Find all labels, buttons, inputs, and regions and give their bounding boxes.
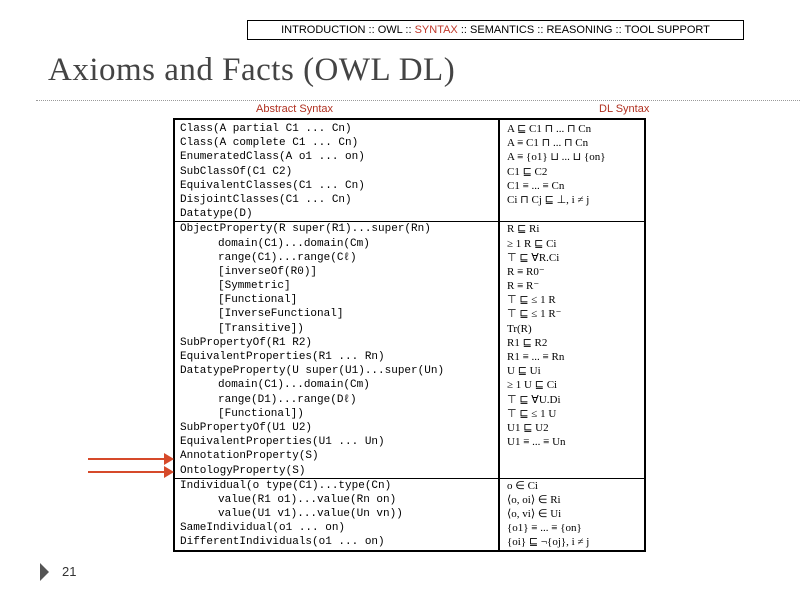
abstract-syntax-cell: DifferentIndividuals(o1 ... on) — [180, 536, 385, 549]
dl-syntax-cell: ⊤ ⊑ ≤ 1 R⁻ — [507, 308, 562, 321]
abstract-syntax-cell: [Transitive]) — [218, 322, 304, 335]
abstract-syntax-cell: SubClassOf(C1 C2) — [180, 165, 293, 178]
abstract-syntax-cell: DisjointClasses(C1 ... Cn) — [180, 193, 352, 206]
page-marker-icon — [40, 563, 49, 581]
dl-syntax-cell: {oi} ⊑ ¬{oj}, i ≠ j — [507, 536, 590, 549]
dl-syntax-cell: R ⊑ Ri — [507, 223, 540, 236]
abstract-syntax-cell: [Symmetric] — [218, 280, 291, 293]
nav-item-reasoning[interactable]: REASONING — [546, 24, 613, 36]
dl-syntax-column — [507, 122, 606, 550]
abstract-syntax-cell: domain(C1)...domain(Cm) — [218, 237, 370, 250]
slide-title: Axioms and Facts (OWL DL) — [48, 52, 456, 88]
dl-syntax-cell: R ≡ R⁻ — [507, 280, 540, 293]
ontology-property-arrow — [88, 471, 168, 473]
abstract-syntax-cell: [Functional] — [218, 294, 298, 307]
dl-syntax-cell: A ≡ C1 ⊓ ... ⊓ Cn — [507, 137, 589, 150]
dl-syntax-cell: ⊤ ⊑ ∀U.Di — [507, 393, 561, 406]
abstract-syntax-cell: Class(A partial C1 ... Cn) — [180, 123, 352, 135]
annotation-property-arrow — [88, 458, 168, 460]
dl-syntax-cell: U ⊑ Ui — [507, 365, 541, 378]
dl-syntax-cell: ⊤ ⊑ ∀R.Ci — [507, 251, 560, 264]
title-divider — [36, 100, 800, 101]
dl-syntax-cell: A ⊑ C1 ⊓ ... ⊓ Cn — [507, 123, 592, 135]
abstract-syntax-cell: EnumeratedClass(A o1 ... on) — [180, 151, 365, 164]
nav-item-tool-support[interactable]: TOOL SUPPORT — [624, 24, 710, 36]
dl-syntax-cell: ⟨o, oi⟩ ∈ Ri — [507, 493, 561, 506]
dl-syntax-cell: ⊤ ⊑ ≤ 1 U — [507, 407, 557, 420]
dl-syntax-cell: Ci ⊓ Cj ⊑ ⊥, i ≠ j — [507, 193, 590, 206]
abstract-syntax-header: Abstract Syntax — [256, 103, 334, 115]
abstract-syntax-cell: OntologyProperty(S) — [180, 464, 306, 477]
nav-item-semantics[interactable]: SEMANTICS — [470, 24, 535, 36]
abstract-syntax-cell: [Functional]) — [218, 407, 304, 420]
abstract-syntax-cell: range(D1)...range(Dℓ) — [218, 393, 357, 406]
dl-syntax-cell: C1 ≡ ... ≡ Cn — [507, 179, 565, 192]
dl-syntax-cell: ≥ 1 U ⊑ Ci — [507, 379, 558, 392]
abstract-syntax-cell: range(C1)...range(Cℓ) — [218, 251, 357, 264]
dl-syntax-cell: o ∈ Ci — [507, 479, 538, 492]
abstract-syntax-cell: value(R1 o1)...value(Rn on) — [218, 493, 397, 506]
dl-syntax-header: DL Syntax — [599, 103, 650, 115]
dl-syntax-cell: {o1} ≡ ... ≡ {on} — [507, 522, 582, 535]
dl-syntax-cell: R1 ≡ ... ≡ Rn — [507, 351, 565, 363]
abstract-syntax-column — [180, 122, 444, 550]
nav-item-owl[interactable]: OWL — [377, 24, 403, 36]
abstract-syntax-cell: SubPropertyOf(U1 U2) — [180, 421, 313, 434]
abstract-syntax-cell: EquivalentProperties(R1 ... Rn) — [180, 351, 385, 363]
page-number: 21 — [62, 564, 77, 579]
dl-syntax-cell: ≥ 1 R ⊑ Ci — [507, 237, 557, 250]
dl-syntax-cell — [507, 449, 606, 463]
dl-syntax-cell — [507, 207, 606, 221]
abstract-syntax-cell: [inverseOf(R0)] — [218, 265, 318, 278]
abstract-syntax-cell: SubPropertyOf(R1 R2) — [180, 336, 313, 349]
dl-syntax-cell: R ≡ R0⁻ — [507, 265, 545, 278]
abstract-syntax-cell: EquivalentProperties(U1 ... Un) — [180, 436, 385, 449]
abstract-syntax-cell: SameIndividual(o1 ... on) — [180, 522, 346, 535]
abstract-syntax-cell: value(U1 v1)...value(Un vn)) — [218, 508, 403, 521]
nav-item-syntax[interactable]: SYNTAX — [414, 24, 458, 36]
dl-syntax-cell: R1 ⊑ R2 — [507, 336, 548, 349]
abstract-syntax-cell: Individual(o type(C1)...type(Cn) — [180, 479, 392, 492]
dl-syntax-cell: U1 ⊑ U2 — [507, 421, 549, 434]
table-column-divider — [498, 118, 500, 552]
dl-syntax-cell: U1 ≡ ... ≡ Un — [507, 436, 566, 449]
abstract-syntax-cell: Class(A complete C1 ... Cn) — [180, 137, 359, 150]
dl-syntax-cell: ⊤ ⊑ ≤ 1 R — [507, 294, 556, 307]
dl-syntax-cell — [507, 464, 606, 478]
abstract-syntax-cell: ObjectProperty(R super(R1)...super(Rn) — [180, 223, 431, 236]
abstract-syntax-cell: domain(C1)...domain(Cm) — [218, 379, 370, 392]
dl-syntax-cell: C1 ⊑ C2 — [507, 165, 548, 178]
nav-item-introduction[interactable]: INTRODUCTION — [281, 24, 366, 36]
dl-syntax-cell: ⟨o, vi⟩ ∈ Ui — [507, 508, 562, 521]
abstract-syntax-cell: EquivalentClasses(C1 ... Cn) — [180, 179, 365, 192]
dl-syntax-cell: Tr(R) — [507, 322, 532, 335]
dl-syntax-cell: A ≡ {o1} ⊔ ... ⊔ {on} — [507, 151, 606, 164]
abstract-syntax-cell: [InverseFunctional] — [218, 308, 344, 321]
section-breadcrumb-nav: INTRODUCTION :: OWL :: SYNTAX :: SEMANTICS :: REASONING :: TOOL SUPPORT — [247, 20, 744, 40]
abstract-syntax-cell: DatatypeProperty(U super(U1)...super(Un) — [180, 365, 445, 378]
abstract-syntax-cell: AnnotationProperty(S) — [180, 450, 319, 463]
abstract-syntax-cell: Datatype(D) — [180, 208, 253, 221]
